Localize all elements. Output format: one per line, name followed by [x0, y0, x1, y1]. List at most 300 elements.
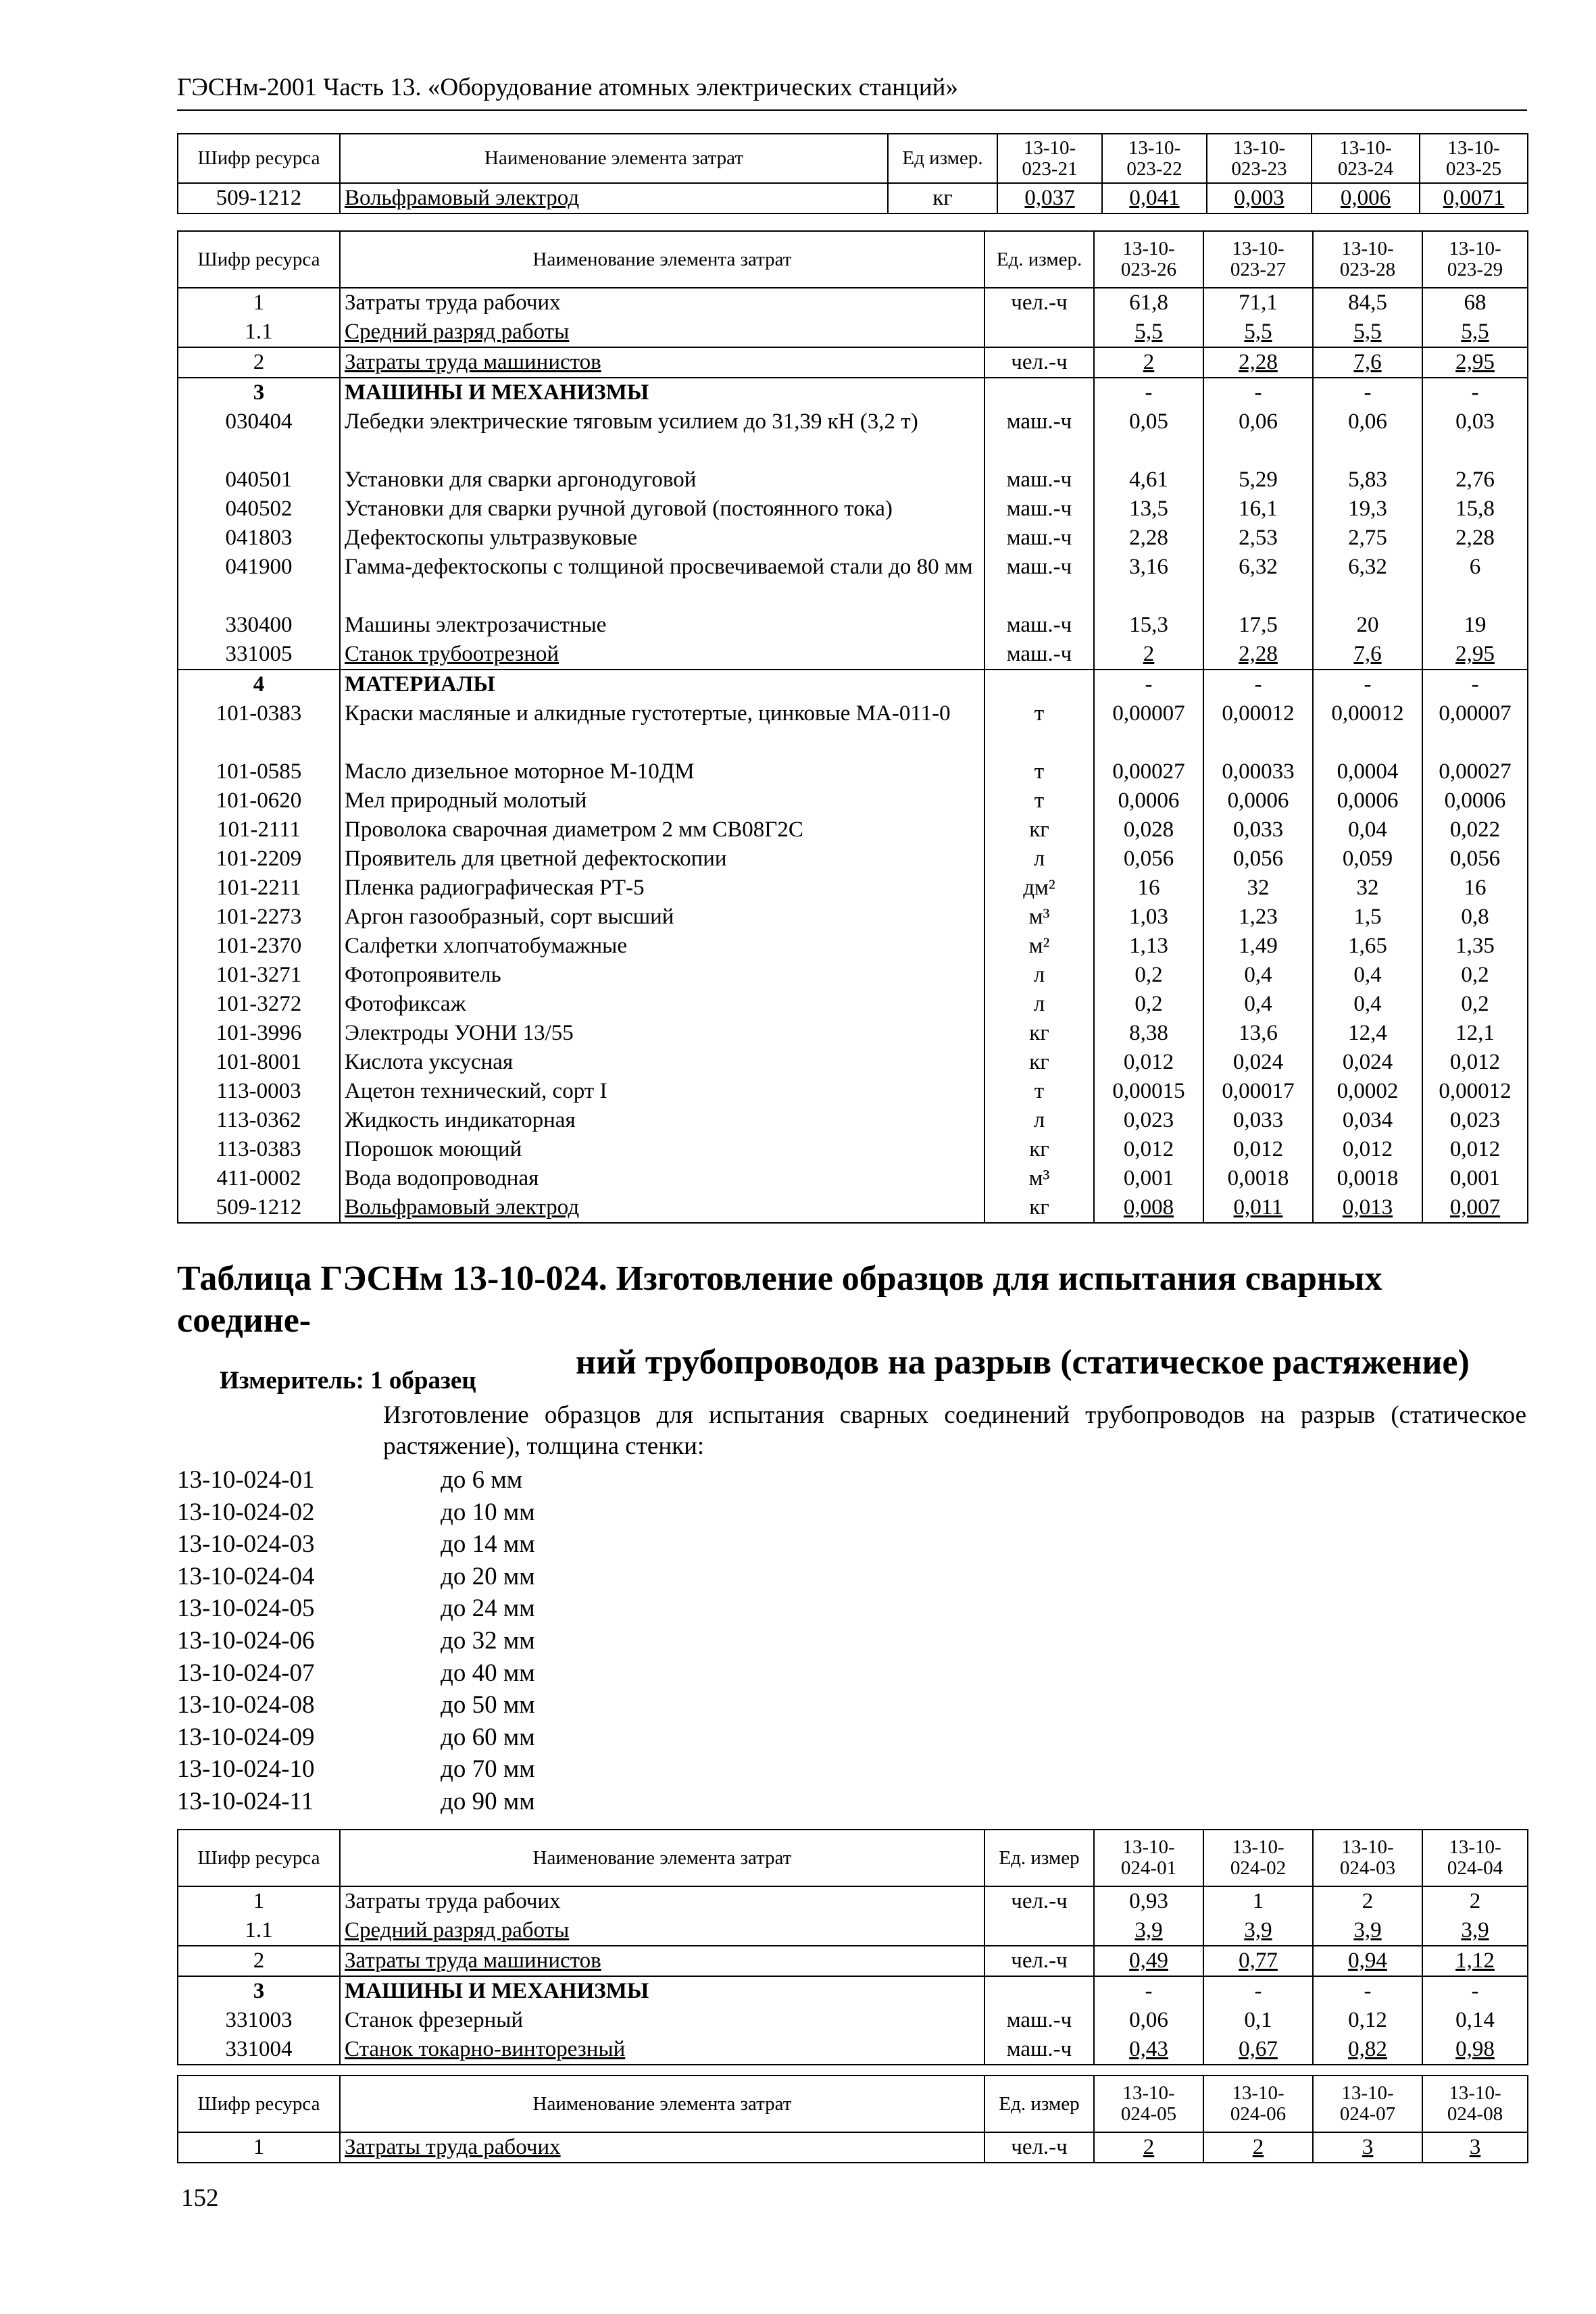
- header-code: Шифр ресурса: [178, 1830, 340, 1886]
- resource-unit: л: [984, 961, 1094, 990]
- value-col-1: 0,001: [1094, 1164, 1203, 1193]
- resource-name: Порошок моющий: [340, 1135, 984, 1164]
- table-row: [178, 466, 1528, 495]
- resource-unit: кг: [984, 1135, 1094, 1164]
- value-col-1: 61,8: [1094, 288, 1203, 318]
- resource-name: Масло дизельное моторное М-10ДМ: [340, 757, 984, 786]
- resource-code: 101-3271: [178, 961, 340, 990]
- resource-code: 101-3272: [178, 990, 340, 1019]
- resource-unit: т: [984, 757, 1094, 786]
- code-list-item: [177, 1496, 535, 1529]
- value-col-2: 0,012: [1203, 1135, 1313, 1164]
- header-col-4: 13-10- 023-24: [1312, 134, 1420, 183]
- value-col-1: 0,012: [1094, 1048, 1203, 1077]
- header-col-3: 13-10- 024-03: [1313, 1830, 1422, 1886]
- value-col-3: 0,82: [1313, 2035, 1422, 2065]
- resource-code: 101-2370: [178, 932, 340, 961]
- resource-code: 3: [178, 1976, 340, 2006]
- value-col-2: 0,4: [1203, 961, 1313, 990]
- code-list-item: [177, 1625, 535, 1657]
- value-col-1: 2: [1094, 640, 1203, 670]
- value-col-3: 5,5: [1313, 318, 1422, 347]
- wall-thickness: до 24 мм: [441, 1594, 535, 1623]
- resource-name: Фотофиксаж: [340, 990, 984, 1019]
- table-row: [178, 1135, 1528, 1164]
- value-col-2: 17,5: [1203, 611, 1313, 640]
- resource-code: 113-0383: [178, 1135, 340, 1164]
- value-col-2: 0,00017: [1203, 1077, 1313, 1106]
- value-col-3: 0,4: [1313, 961, 1422, 990]
- value-col-1: 0,05: [1094, 407, 1203, 466]
- code-list-item: [177, 1753, 535, 1786]
- wall-thickness: до 14 мм: [441, 1530, 535, 1559]
- resource-name: Проявитель для цветной дефектоскопии: [340, 845, 984, 874]
- code-list-item: [177, 1592, 535, 1625]
- value-col-5: 0,0071: [1420, 183, 1528, 213]
- table-row: [178, 990, 1528, 1019]
- value-col-2: 71,1: [1203, 288, 1313, 318]
- table-row: [178, 1976, 1528, 2006]
- header-col-2: 13-10- 023-27: [1203, 231, 1313, 288]
- resource-code: 2: [178, 1946, 340, 1976]
- value-col-2: -: [1203, 1976, 1313, 2006]
- code-list-item: [177, 1464, 535, 1496]
- resource-name: Установки для сварки ручной дуговой (постоянного тока): [340, 495, 984, 524]
- table-row: [178, 2035, 1528, 2065]
- resource-code: 3: [178, 378, 340, 407]
- value-col-4: 15,8: [1422, 495, 1528, 524]
- resource-table-023-21-25: [177, 133, 1528, 214]
- resource-name: Вольфрамовый электрод: [340, 1193, 984, 1223]
- value-col-4: 0,00027: [1422, 757, 1528, 786]
- resource-unit: л: [984, 845, 1094, 874]
- resource-code: 101-2273: [178, 903, 340, 932]
- resource-name: Машины электрозачистные: [340, 611, 984, 640]
- resource-name: Затраты труда рабочих: [340, 288, 984, 318]
- table-row: [178, 407, 1528, 466]
- value-col-3: 3,9: [1313, 1916, 1422, 1946]
- resource-unit: м³: [984, 1164, 1094, 1193]
- resource-name: МАШИНЫ И МЕХАНИЗМЫ: [340, 378, 984, 407]
- value-col-4: 12,1: [1422, 1019, 1528, 1048]
- value-col-3: -: [1313, 378, 1422, 407]
- value-col-4: -: [1422, 378, 1528, 407]
- value-col-4: 2: [1422, 1886, 1528, 1916]
- value-col-2: 1,23: [1203, 903, 1313, 932]
- value-col-1: 3,9: [1094, 1916, 1203, 1946]
- resource-code: 113-0003: [178, 1077, 340, 1106]
- value-col-3: 0,12: [1313, 2006, 1422, 2035]
- value-col-2: 0,06: [1203, 407, 1313, 466]
- header-row: [178, 2076, 1528, 2132]
- value-col-2: 1,49: [1203, 932, 1313, 961]
- value-col-4: 0,03: [1422, 407, 1528, 466]
- resource-unit: маш.-ч: [984, 407, 1094, 466]
- table-row: [178, 903, 1528, 932]
- value-col-4: 0,001: [1422, 1164, 1528, 1193]
- value-col-4: 2,95: [1422, 640, 1528, 670]
- resource-unit: маш.-ч: [984, 495, 1094, 524]
- value-col-3: 0,06: [1313, 407, 1422, 466]
- header-col-2: 13-10- 024-06: [1203, 2076, 1313, 2132]
- value-col-2: 0,77: [1203, 1946, 1313, 1976]
- resource-name: Дефектоскопы ультразвуковые: [340, 524, 984, 553]
- table-row: [178, 1193, 1528, 1223]
- value-col-4: 19: [1422, 611, 1528, 640]
- table-row: [178, 1077, 1528, 1106]
- value-col-1: 0,2: [1094, 961, 1203, 990]
- table-row: [178, 786, 1528, 815]
- value-col-4: 0,022: [1422, 815, 1528, 845]
- resource-code: 101-3996: [178, 1019, 340, 1048]
- resource-unit: маш.-ч: [984, 640, 1094, 670]
- resource-name: Средний разряд работы: [340, 1916, 984, 1946]
- wall-thickness: до 32 мм: [441, 1626, 535, 1655]
- table-row: [178, 670, 1528, 699]
- resource-unit: чел.-ч: [984, 2132, 1094, 2163]
- wall-thickness: до 40 мм: [441, 1659, 535, 1687]
- value-col-2: 16,1: [1203, 495, 1313, 524]
- value-col-3: 2: [1313, 1886, 1422, 1916]
- value-col-3: 0,4: [1313, 990, 1422, 1019]
- table-row: [178, 553, 1528, 611]
- header-code: Шифр ресурса: [178, 134, 340, 183]
- value-col-2: 32: [1203, 874, 1313, 903]
- header-row: [178, 1830, 1528, 1886]
- resource-code: 101-0585: [178, 757, 340, 786]
- value-col-2: 1: [1203, 1886, 1313, 1916]
- resource-code: 101-2211: [178, 874, 340, 903]
- value-col-4: 2,95: [1422, 347, 1528, 378]
- resource-name: Фотопроявитель: [340, 961, 984, 990]
- value-col-4: 0,012: [1422, 1048, 1528, 1077]
- value-col-2: 0,033: [1203, 1106, 1313, 1135]
- value-col-2: 2,53: [1203, 524, 1313, 553]
- table-row: [178, 874, 1528, 903]
- value-col-4: -: [1422, 670, 1528, 699]
- value-col-3: 0,059: [1313, 845, 1422, 874]
- value-col-1: 0,056: [1094, 845, 1203, 874]
- wall-thickness: до 60 мм: [441, 1723, 535, 1751]
- resource-unit: л: [984, 990, 1094, 1019]
- resource-unit: кг: [888, 183, 997, 213]
- norm-code: 13-10-024-11: [177, 1787, 314, 1815]
- page-number: 152: [181, 2184, 219, 2212]
- value-col-3: 0,003: [1207, 183, 1312, 213]
- resource-code: 509-1212: [178, 183, 340, 213]
- value-col-3: 5,83: [1313, 466, 1422, 495]
- value-col-3: 32: [1313, 874, 1422, 903]
- value-col-1: 13,5: [1094, 495, 1203, 524]
- value-col-4: 0,0006: [1422, 786, 1528, 815]
- value-col-3: 0,94: [1313, 1946, 1422, 1976]
- header-col-3: 13-10- 023-28: [1313, 231, 1422, 288]
- value-col-4: 0,00007: [1422, 699, 1528, 757]
- measurer: Измеритель: 1 образец: [220, 1367, 476, 1394]
- resource-code: 331004: [178, 2035, 340, 2065]
- resource-code: 113-0362: [178, 1106, 340, 1135]
- header-col-1: 13-10- 023-21: [997, 134, 1102, 183]
- norm-code: 13-10-024-01: [177, 1466, 315, 1494]
- value-col-2: 2,28: [1203, 640, 1313, 670]
- value-col-3: 0,0006: [1313, 786, 1422, 815]
- header-col-4: 13-10- 024-08: [1422, 2076, 1528, 2132]
- value-col-1: 4,61: [1094, 466, 1203, 495]
- resource-code: 101-0620: [178, 786, 340, 815]
- value-col-3: 19,3: [1313, 495, 1422, 524]
- value-col-1: 0,43: [1094, 2035, 1203, 2065]
- value-col-3: 7,6: [1313, 640, 1422, 670]
- header-col-3: 13-10- 024-07: [1313, 2076, 1422, 2132]
- header-rule: [177, 109, 1527, 111]
- value-col-1: 0,00015: [1094, 1077, 1203, 1106]
- resource-name: Затраты труда рабочих: [340, 1886, 984, 1916]
- value-col-2: 0,033: [1203, 815, 1313, 845]
- value-col-1: 2: [1094, 347, 1203, 378]
- resource-name: Средний разряд работы: [340, 318, 984, 347]
- table-row: [178, 611, 1528, 640]
- value-col-1: 2: [1094, 2132, 1203, 2163]
- value-col-2: 2,28: [1203, 347, 1313, 378]
- table-row: [178, 2006, 1528, 2035]
- table-row: [178, 2132, 1528, 2163]
- value-col-2: 13,6: [1203, 1019, 1313, 1048]
- value-col-1: 0,93: [1094, 1886, 1203, 1916]
- resource-table-024-01-04: [177, 1829, 1528, 2065]
- header-name: Наименование элемента затрат: [340, 134, 888, 183]
- value-col-4: 3,9: [1422, 1916, 1528, 1946]
- value-col-4: 0,007: [1422, 1193, 1528, 1223]
- value-col-4: 68: [1422, 288, 1528, 318]
- resource-name: Станок токарно-винторезный: [340, 2035, 984, 2065]
- table-row: [178, 183, 1528, 213]
- resource-name: Станок фрезерный: [340, 2006, 984, 2035]
- header-code: Шифр ресурса: [178, 2076, 340, 2132]
- wall-thickness: до 10 мм: [441, 1498, 535, 1526]
- value-col-3: 1,5: [1313, 903, 1422, 932]
- norm-code: 13-10-024-05: [177, 1594, 315, 1623]
- resource-code: 040501: [178, 466, 340, 495]
- header-col-2: 13-10- 024-02: [1203, 1830, 1313, 1886]
- value-col-2: -: [1203, 378, 1313, 407]
- value-col-2: 3,9: [1203, 1916, 1313, 1946]
- value-col-2: 0,4: [1203, 990, 1313, 1019]
- resource-code: 101-0383: [178, 699, 340, 757]
- code-list-item: [177, 1561, 535, 1593]
- value-col-3: 3: [1313, 2132, 1422, 2163]
- value-col-4: 0,006: [1312, 183, 1420, 213]
- code-list-item: [177, 1786, 535, 1818]
- resource-code: 1: [178, 2132, 340, 2163]
- resource-name: Салфетки хлопчатобумажные: [340, 932, 984, 961]
- value-col-4: 3: [1422, 2132, 1528, 2163]
- value-col-4: -: [1422, 1976, 1528, 2006]
- resource-unit: маш.-ч: [984, 2006, 1094, 2035]
- table-row: [178, 699, 1528, 757]
- value-col-2: 6,32: [1203, 553, 1313, 611]
- running-header: ГЭСНм-2001 Часть 13. «Оборудование атомных электрических станций»: [177, 74, 958, 101]
- resource-unit: чел.-ч: [984, 347, 1094, 378]
- header-code: Шифр ресурса: [178, 231, 340, 288]
- resource-unit: т: [984, 786, 1094, 815]
- table-row: [178, 815, 1528, 845]
- value-col-4: 0,14: [1422, 2006, 1528, 2035]
- value-col-3: 0,0002: [1313, 1077, 1422, 1106]
- value-col-4: 1,12: [1422, 1946, 1528, 1976]
- resource-name: Гамма-дефектоскопы с толщиной просвечиваемой стали до 80 мм: [340, 553, 984, 611]
- norm-code: 13-10-024-04: [177, 1562, 315, 1590]
- value-col-1: 15,3: [1094, 611, 1203, 640]
- caption-line-2: ний трубопроводов на разрыв (статическое растяжение): [576, 1343, 1470, 1382]
- resource-code: 041803: [178, 524, 340, 553]
- header-name: Наименование элемента затрат: [340, 2076, 984, 2132]
- table-row: [178, 640, 1528, 670]
- header-col-3: 13-10- 023-23: [1207, 134, 1312, 183]
- caption-line-1: Таблица ГЭСНм 13-10-024. Изготовление образцов для испытания сварных соедине-: [177, 1259, 1382, 1340]
- resource-code: 331005: [178, 640, 340, 670]
- value-col-4: 2,76: [1422, 466, 1528, 495]
- resource-unit: кг: [984, 1019, 1094, 1048]
- resource-name: Затраты труда рабочих: [340, 2132, 984, 2163]
- resource-code: 411-0002: [178, 1164, 340, 1193]
- resource-name: Проволока сварочная диаметром 2 мм СВ08Г2С: [340, 815, 984, 845]
- resource-name: Ацетон технический, сорт I: [340, 1077, 984, 1106]
- table-row: [178, 1164, 1528, 1193]
- header-row: [178, 231, 1528, 288]
- resource-unit: т: [984, 699, 1094, 757]
- code-list-item: [177, 1721, 535, 1754]
- value-col-1: 0,06: [1094, 2006, 1203, 2035]
- value-col-4: 1,35: [1422, 932, 1528, 961]
- resource-unit: л: [984, 1106, 1094, 1135]
- value-col-1: 0,2: [1094, 990, 1203, 1019]
- header-col-1: 13-10- 024-05: [1094, 2076, 1203, 2132]
- value-col-2: 0,0006: [1203, 786, 1313, 815]
- resource-table-023-26-29: [177, 230, 1528, 1224]
- value-col-1: 0,028: [1094, 815, 1203, 845]
- resource-name: Лебедки электрические тяговым усилием до 31,39 кН (3,2 т): [340, 407, 984, 466]
- value-col-3: 20: [1313, 611, 1422, 640]
- wall-thickness: до 70 мм: [441, 1755, 535, 1784]
- value-col-1: -: [1094, 1976, 1203, 2006]
- resource-unit: [984, 318, 1094, 347]
- norm-code: 13-10-024-10: [177, 1755, 315, 1784]
- value-col-1: 0,0006: [1094, 786, 1203, 815]
- resource-unit: [984, 378, 1094, 407]
- value-col-4: 16: [1422, 874, 1528, 903]
- code-list-item: [177, 1657, 535, 1690]
- wall-thickness: до 6 мм: [441, 1466, 523, 1494]
- norm-code: 13-10-024-08: [177, 1691, 315, 1719]
- value-col-3: 84,5: [1313, 288, 1422, 318]
- resource-name: МАШИНЫ И МЕХАНИЗМЫ: [340, 1976, 984, 2006]
- resource-name: Установки для сварки аргонодуговой: [340, 466, 984, 495]
- work-description: Изготовление образцов для испытания сварных соединений трубопроводов на разрыв (статическое растяжение), толщина стенки:: [383, 1401, 1526, 1460]
- value-col-3: 0,0004: [1313, 757, 1422, 786]
- resource-unit: маш.-ч: [984, 466, 1094, 495]
- resource-unit: дм²: [984, 874, 1094, 903]
- value-col-3: 0,024: [1313, 1048, 1422, 1077]
- resource-name: Затраты труда машинистов: [340, 1946, 984, 1976]
- resource-unit: м²: [984, 932, 1094, 961]
- resource-unit: чел.-ч: [984, 1886, 1094, 1916]
- value-col-2: 0,1: [1203, 2006, 1313, 2035]
- value-col-1: 0,00027: [1094, 757, 1203, 786]
- value-col-4: 0,023: [1422, 1106, 1528, 1135]
- resource-name: Электроды УОНИ 13/55: [340, 1019, 984, 1048]
- resource-unit: кг: [984, 815, 1094, 845]
- resource-name: Жидкость индикаторная: [340, 1106, 984, 1135]
- value-col-1: 5,5: [1094, 318, 1203, 347]
- value-col-2: 0,041: [1102, 183, 1207, 213]
- resource-code: 1: [178, 288, 340, 318]
- value-col-2: 0,67: [1203, 2035, 1313, 2065]
- value-col-4: 0,056: [1422, 845, 1528, 874]
- code-list: [177, 1464, 535, 1818]
- table-row: [178, 1019, 1528, 1048]
- resource-code: 330400: [178, 611, 340, 640]
- value-col-1: 2,28: [1094, 524, 1203, 553]
- value-col-1: 1,13: [1094, 932, 1203, 961]
- value-col-3: 0,00012: [1313, 699, 1422, 757]
- value-col-3: 0,013: [1313, 1193, 1422, 1223]
- norm-code: 13-10-024-03: [177, 1530, 315, 1559]
- wall-thickness: до 90 мм: [441, 1787, 535, 1815]
- value-col-3: 0,04: [1313, 815, 1422, 845]
- resource-table-024-05-08: [177, 2075, 1528, 2163]
- resource-unit: т: [984, 1077, 1094, 1106]
- header-unit: Ед. измер.: [984, 231, 1094, 288]
- resource-code: 101-8001: [178, 1048, 340, 1077]
- value-col-1: -: [1094, 378, 1203, 407]
- value-col-4: 0,2: [1422, 990, 1528, 1019]
- header-col-2: 13-10- 023-22: [1102, 134, 1207, 183]
- value-col-3: 0,012: [1313, 1135, 1422, 1164]
- table-row: [178, 318, 1528, 347]
- value-col-4: 6: [1422, 553, 1528, 611]
- value-col-1: 8,38: [1094, 1019, 1203, 1048]
- table-row: [178, 757, 1528, 786]
- value-col-3: 0,034: [1313, 1106, 1422, 1135]
- code-list-item: [177, 1689, 535, 1721]
- table-row: [178, 845, 1528, 874]
- value-col-3: 2,75: [1313, 524, 1422, 553]
- resource-name: Станок трубоотрезной: [340, 640, 984, 670]
- value-col-2: 0,011: [1203, 1193, 1313, 1223]
- value-col-1: 16: [1094, 874, 1203, 903]
- resource-name: Аргон газообразный, сорт высший: [340, 903, 984, 932]
- table-caption: [177, 1258, 1501, 1384]
- value-col-2: 0,0018: [1203, 1164, 1313, 1193]
- resource-code: 1: [178, 1886, 340, 1916]
- table-row: [178, 932, 1528, 961]
- value-col-1: 0,008: [1094, 1193, 1203, 1223]
- table-row: [178, 288, 1528, 318]
- resource-code: 101-2209: [178, 845, 340, 874]
- resource-name: Вода водопроводная: [340, 1164, 984, 1193]
- resource-unit: кг: [984, 1048, 1094, 1077]
- resource-code: 1.1: [178, 1916, 340, 1946]
- header-col-1: 13-10- 024-01: [1094, 1830, 1203, 1886]
- resource-unit: маш.-ч: [984, 553, 1094, 611]
- table-row: [178, 1946, 1528, 1976]
- value-col-3: 0,0018: [1313, 1164, 1422, 1193]
- resource-name: МАТЕРИАЛЫ: [340, 670, 984, 699]
- value-col-3: 6,32: [1313, 553, 1422, 611]
- header-name: Наименование элемента затрат: [340, 1830, 984, 1886]
- header-unit: Ед измер.: [888, 134, 997, 183]
- value-col-2: 5,5: [1203, 318, 1313, 347]
